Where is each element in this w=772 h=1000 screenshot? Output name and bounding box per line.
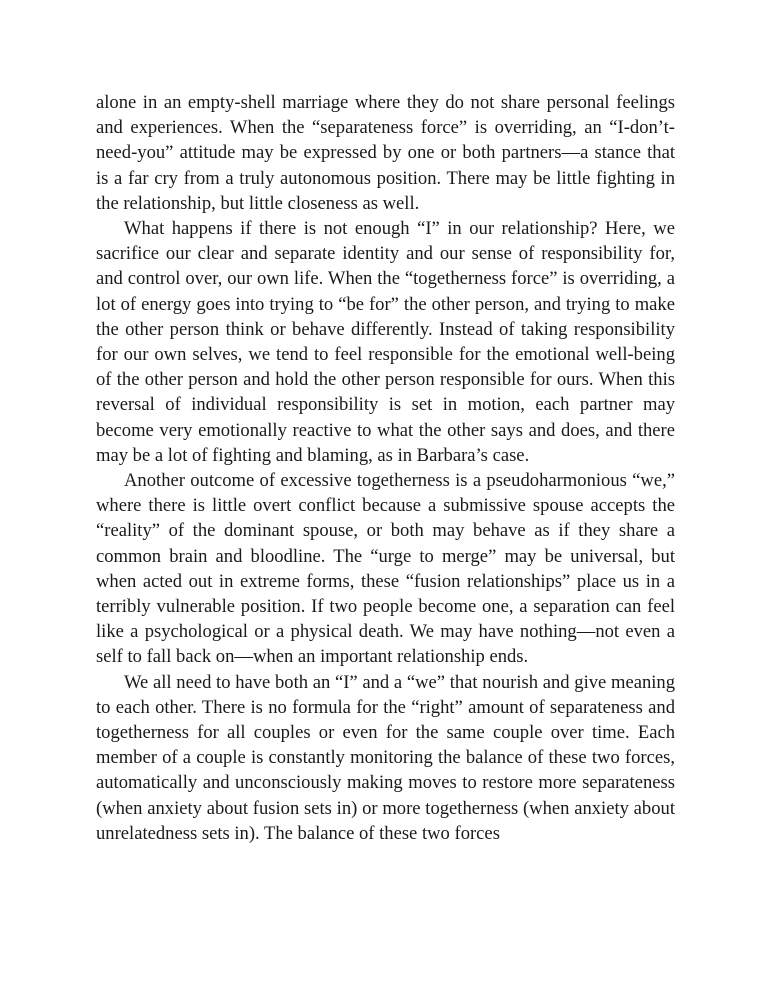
paragraph-continued: alone in an empty-shell marriage where they do not share personal feelings and experiences. When the “separateness force” is overriding, an “I-don’t-need-you” attitude may be expressed by one or both partners—a stance that is a far cry from a truly autonomous position. There may be little fighting in the relationship, but little closeness as well. (96, 92, 675, 214)
body-text (96, 90, 675, 846)
paragraph-excessive-togetherness: Another outcome of excessive togetherness is a pseudoharmonious “we,” where there is little overt conflict because a submissive spouse accepts the “reality” of the dominant spouse, or both may behave as if they share a common brain and bloodline. The “urge to merge” may be universal, but when acted out in extreme forms, these “fusion relationships” place us in a terribly vulnerable position. If two people become one, a separation can feel like a psychological or a physical death. We may have nothing—not even a self to fall back on—when an important relationship ends. (96, 470, 675, 668)
paragraph-not-enough-i: What happens if there is not enough “I” in our relationship? Here, we sacrifice our clear and separate identity and our sense of responsibility for, and control over, our own life. When the “togetherness force” is overriding, a lot of energy goes into trying to “be for” the other person, and trying to make the other person think or behave differently. Instead of taking responsibility for our own selves, we tend to feel responsible for the emotional well-being of the other person and hold the other person responsible for ours. When this reversal of individual responsibility is set in motion, each partner may become very emotionally reactive to what the other says and does, and there may be a lot of fighting and blaming, as in Barbara’s case. (96, 218, 675, 466)
paragraph-i-and-we: We all need to have both an “I” and a “we” that nourish and give meaning to each other. There is no formula for the “right” amount of separateness and togetherness for all couples or even for the same couple over time. Each member of a couple is constantly monitoring the balance of these two forces, automatically and unconsciously making moves to restore more separateness (when anxiety about fusion sets in) or more togetherness (when anxiety about unrelatedness sets in). The balance of these two forces (96, 671, 675, 844)
